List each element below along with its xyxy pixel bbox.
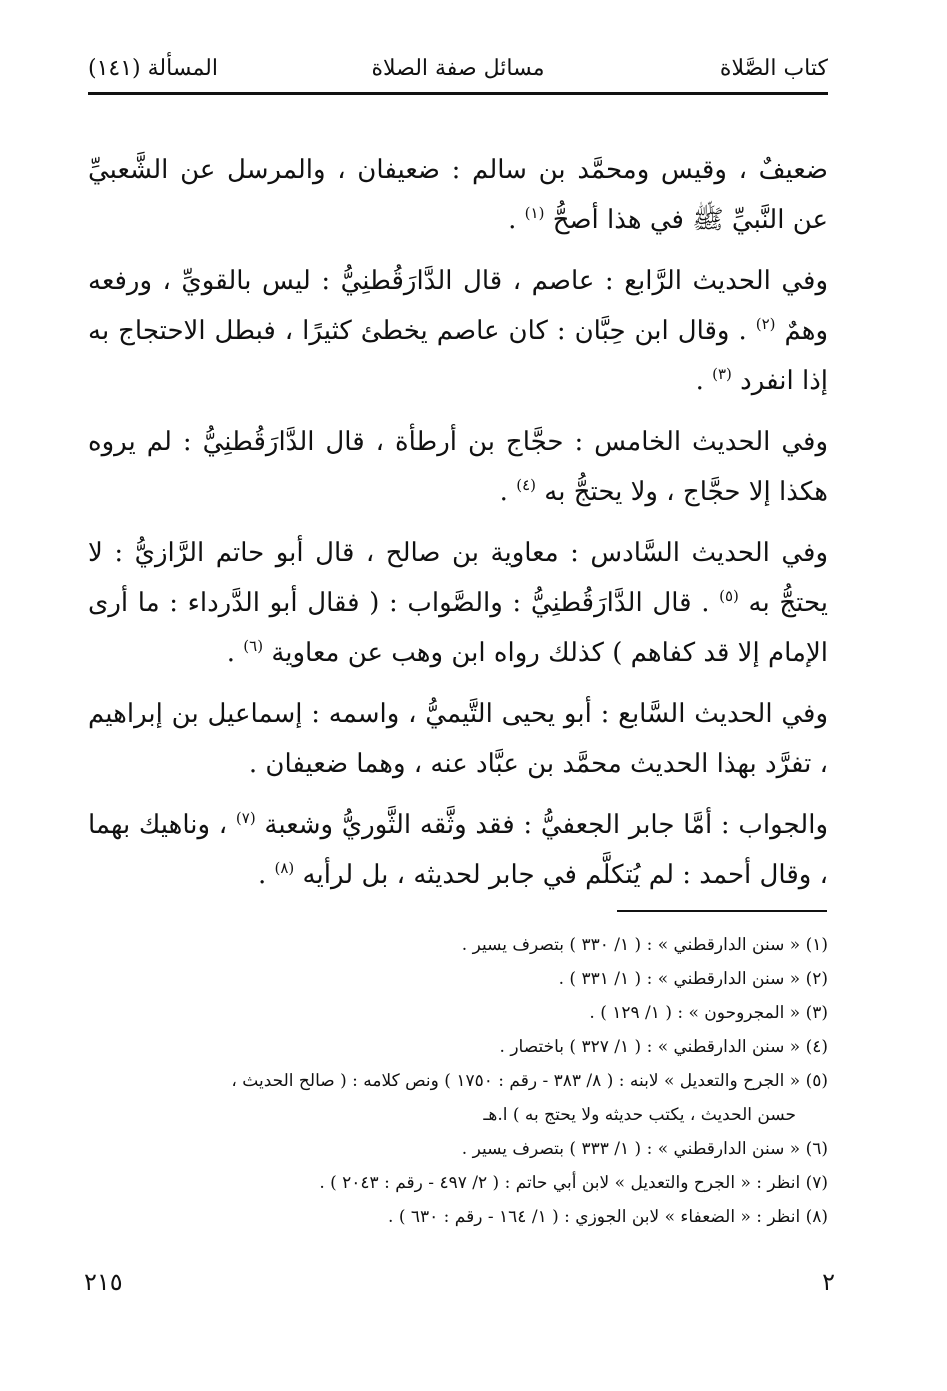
footnote: (٤) « سنن الدارقطني » : ( ١/ ٣٢٧ ) باختصار . bbox=[499, 1037, 828, 1057]
page-number: ٢١٥ bbox=[84, 1268, 123, 1296]
footnote-ref: (٨) bbox=[274, 859, 295, 877]
footnotes bbox=[82, 928, 828, 1234]
header-issue-number: المسألة (١٤١) bbox=[88, 56, 218, 81]
volume-number: ٢ bbox=[822, 1268, 835, 1296]
paragraph: والجواب : أمَّا جابر الجعفيُّ : فقد وثَّقه الثَّوريُّ وشعبة $^{(٧)}$ ، وناهيك بهما ، وقال أحمد : لم يُتكلَّم في جابر لحديثه ، بل لرأيه $^{(٨)}$ . bbox=[88, 809, 829, 890]
footnote-ref: (٦) bbox=[243, 637, 264, 655]
footnote-ref: (٢) bbox=[755, 315, 776, 333]
footnote-ref: (٣) bbox=[712, 365, 732, 383]
header-book-title: كتاب الصَّلاة bbox=[719, 56, 828, 81]
footnote-ref: (٤) bbox=[516, 476, 536, 494]
header-chapter-title: مسائل صفة الصلاة bbox=[371, 56, 545, 81]
footnote: (٦) « سنن الدارقطني » : ( ١/ ٣٣٣ ) بتصرف يسير . bbox=[461, 1139, 828, 1159]
footnote: (١) « سنن الدارقطني » : ( ١/ ٣٣٠ ) بتصرف يسير . bbox=[461, 935, 828, 955]
footnote-ref: (١) bbox=[524, 204, 545, 222]
footnote-ref: (٥) bbox=[719, 587, 739, 605]
footnote: (٧) انظر : « الجرح والتعديل » لابن أبي حاتم : ( ٢/ ٤٩٧ - رقم : ٢٠٤٣ ) . bbox=[319, 1173, 828, 1193]
paragraph: ضعيفٌ ، وقيس ومحمَّد بن سالم : ضعيفان ، والمرسل عن الشَّعبيِّ عن النَّبيِّ ﷺ في هذا أصحُّ $^{(١)}$ . bbox=[88, 155, 829, 235]
footnote-divider bbox=[617, 910, 827, 912]
paragraph: وفي الحديث الرَّابع : عاصم ، قال الدَّارَقُطنِيُّ : ليس بالقويِّ ، ورفعه وهمٌ $^{(٢)}$ . وقال ابن حِبَّان : كان عاصم يخطئ كثيرًا ، فبطل الاحتجاج به إذا انفرد $^{(٣)}$ . bbox=[88, 266, 829, 396]
paragraph: وفي الحديث الخامس : حجَّاج بن أرطأة ، قال الدَّارَقُطنِيُّ : لم يروه هكذا إلا حجَّاج ، ولا يحتجُّ به $^{(٤)}$ . bbox=[88, 427, 828, 507]
footnote: (٨) انظر : « الضعفاء » لابن الجوزي : ( ١/ ١٦٤ - رقم : ٦٣٠ ) . bbox=[388, 1207, 828, 1227]
paragraph: وفي الحديث السَّابع : أبو يحيى التَّيميُّ ، واسمه : إسماعيل بن إبراهيم ، تفرَّد بهذا الحديث محمَّد بن عبَّاد عنه ، وهما ضعيفان . bbox=[88, 699, 828, 779]
footnote: (٢) « سنن الدارقطني » : ( ١/ ٣٣١ ) . bbox=[558, 969, 828, 989]
footnote-ref: (٧) bbox=[235, 809, 256, 827]
footnote: (٣) « المجروحون » : ( ١/ ١٢٩ ) . bbox=[589, 1003, 828, 1023]
main-text bbox=[88, 145, 828, 911]
paragraph: وفي الحديث السَّادس : معاوية بن صالح ، قال أبو حاتم الرَّازيُّ : لا يحتجُّ به $^{(٥)}$ . قال الدَّارَقُطنِيُّ : والصَّواب : ( فقال أبو الدَّرداء : ما أرى الإمام إلا قد كفاهم ) كذلك رواه ابن وهب عن معاوية $^{(٦)}$ . bbox=[88, 538, 828, 668]
footnote-continuation: حسن الحديث ، يكتب حديثه ولا يحتج به ) ا.هـ bbox=[483, 1105, 796, 1125]
footnote: (٥) « الجرح والتعديل » لابنه : ( ٨/ ٣٨٣ - رقم : ١٧٥٠ ) ونص كلامه : ( صالح الحديث ، bbox=[231, 1071, 828, 1091]
running-header bbox=[88, 52, 828, 95]
